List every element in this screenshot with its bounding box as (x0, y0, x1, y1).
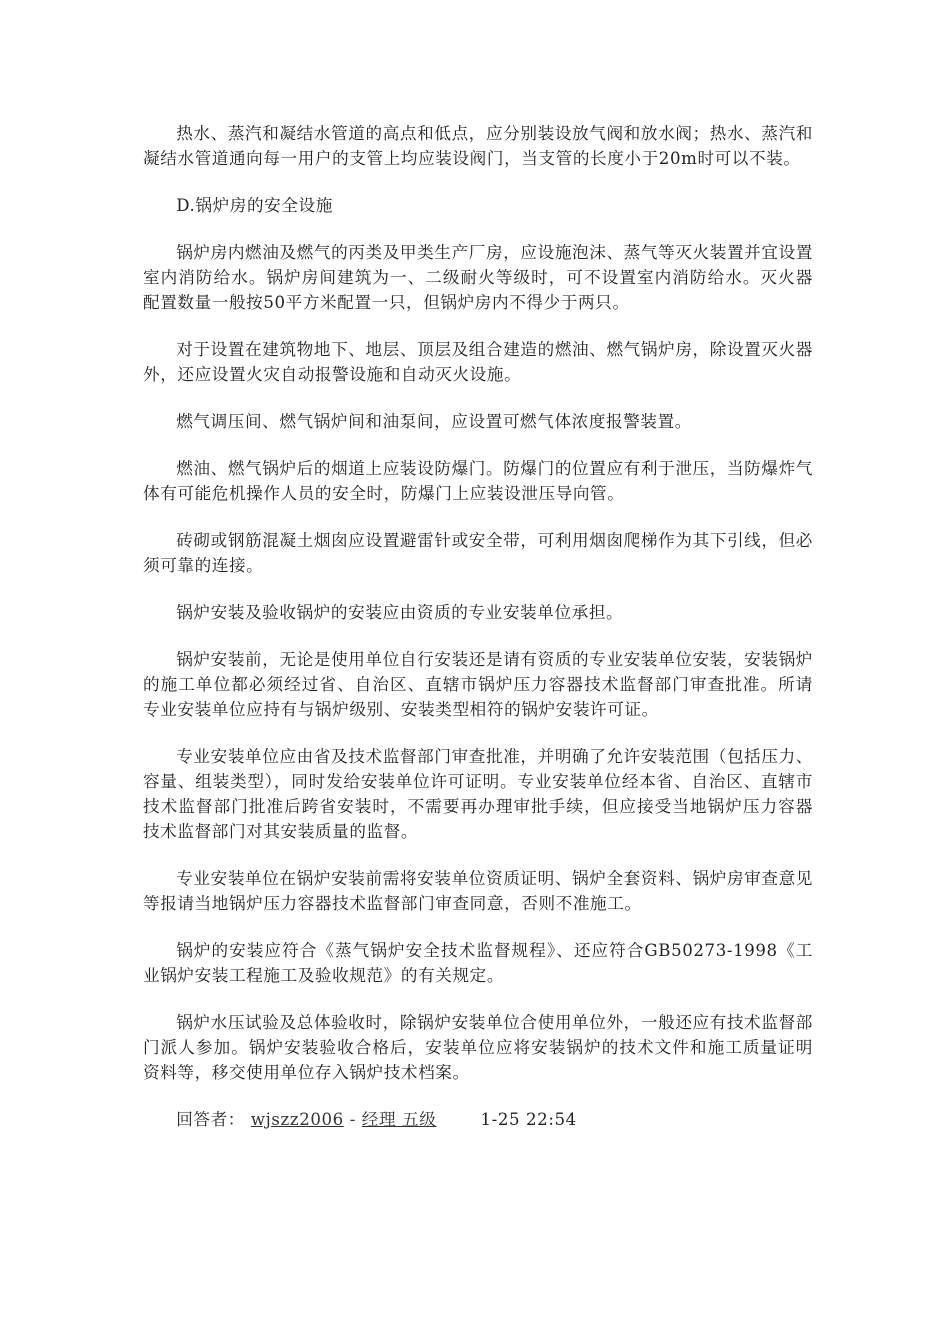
paragraph: 砖砌或钢筋混凝土烟囱应设置避雷针或安全带，可利用烟囱爬梯作为其下引线，但必须可靠的连接。 (143, 531, 813, 575)
section-heading: D.锅炉房的安全设施 (176, 196, 333, 215)
paragraph: 对于设置在建筑物地下、地层、顶层及组合建造的燃油、燃气锅炉房，除设置灭火器外，还应设置火灾自动报警设施和自动灭火设施。 (143, 340, 813, 384)
paragraph: 锅炉的安装应符合《蒸气锅炉安全技术监督规程》、还应符合GB50273-1998《工业锅炉安装工程施工及验收规范》的有关规定。 (143, 941, 813, 985)
answer-label: 回答者： (176, 1110, 245, 1129)
document-body (143, 121, 813, 1132)
paragraph: 锅炉安装及验收锅炉的安装应由资质的专业安装单位承担。 (176, 603, 624, 622)
answerer-username-link[interactable]: wjszz2006 (250, 1110, 344, 1129)
paragraph: 锅炉房内燃油及燃气的丙类及甲类生产厂房，应设施泡沫、蒸气等灭火装置并宜设置室内消防给水。锅炉房间建筑为一、二级耐火等级时，可不设置室内消防给水。灭火器配置数量一般按50平方米配置一只，但锅炉房内不得少于两只。 (143, 243, 813, 312)
paragraph: 专业安装单位在锅炉安装前需将安装单位资质证明、锅炉全套资料、锅炉房审查意见等报请当地锅炉压力容器技术监督部门审查同意，否则不准施工。 (143, 869, 813, 913)
paragraph: 燃油、燃气锅炉后的烟道上应装设防爆门。防爆门的位置应有利于泄压，当防爆炸气体有可能危机操作人员的安全时，防爆门上应装设泄压导向管。 (143, 459, 813, 503)
answerer-rank-link[interactable]: 经理 五级 (361, 1110, 437, 1129)
paragraph: 专业安装单位应由省及技术监督部门审查批准，并明确了允许安装范围（包括压力、容量、组装类型），同时发给安装单位许可证明。专业安装单位经本省、自治区、直辖市技术监督部门批准后跨省安装时，不需要再办理审批手续，但应接受当地锅炉压力容器技术监督部门对其安装质量的监督。 (143, 747, 813, 841)
paragraph: 热水、蒸汽和凝结水管道的高点和低点，应分别装设放气阀和放水阀；热水、蒸汽和凝结水管道通向每一用户的支管上均应装设阀门，当支管的长度小于20m时可以不装。 (143, 124, 813, 168)
paragraph: 燃气调压间、燃气锅炉间和油泵间，应设置可燃气体浓度报警装置。 (176, 412, 692, 431)
answer-info (143, 1107, 813, 1132)
paragraph: 锅炉安装前，无论是使用单位自行安装还是请有资质的专业安装单位安装，安装锅炉的施工单位都必须经过省、自治区、直辖市锅炉压力容器技术监督部门审查批准。所请专业安装单位应持有与锅炉级别、安装类型相符的锅炉安装许可证。 (143, 650, 813, 719)
answer-timestamp: 1-25 22:54 (480, 1110, 577, 1129)
paragraph: 锅炉水压试验及总体验收时，除锅炉安装单位合使用单位外，一般还应有技术监督部门派人参加。锅炉安装验收合格后，安装单位应将安装锅炉的技术文件和施工质量证明资料等，移交使用单位存入锅炉技术档案。 (143, 1013, 813, 1082)
answer-separator: - (349, 1110, 356, 1129)
